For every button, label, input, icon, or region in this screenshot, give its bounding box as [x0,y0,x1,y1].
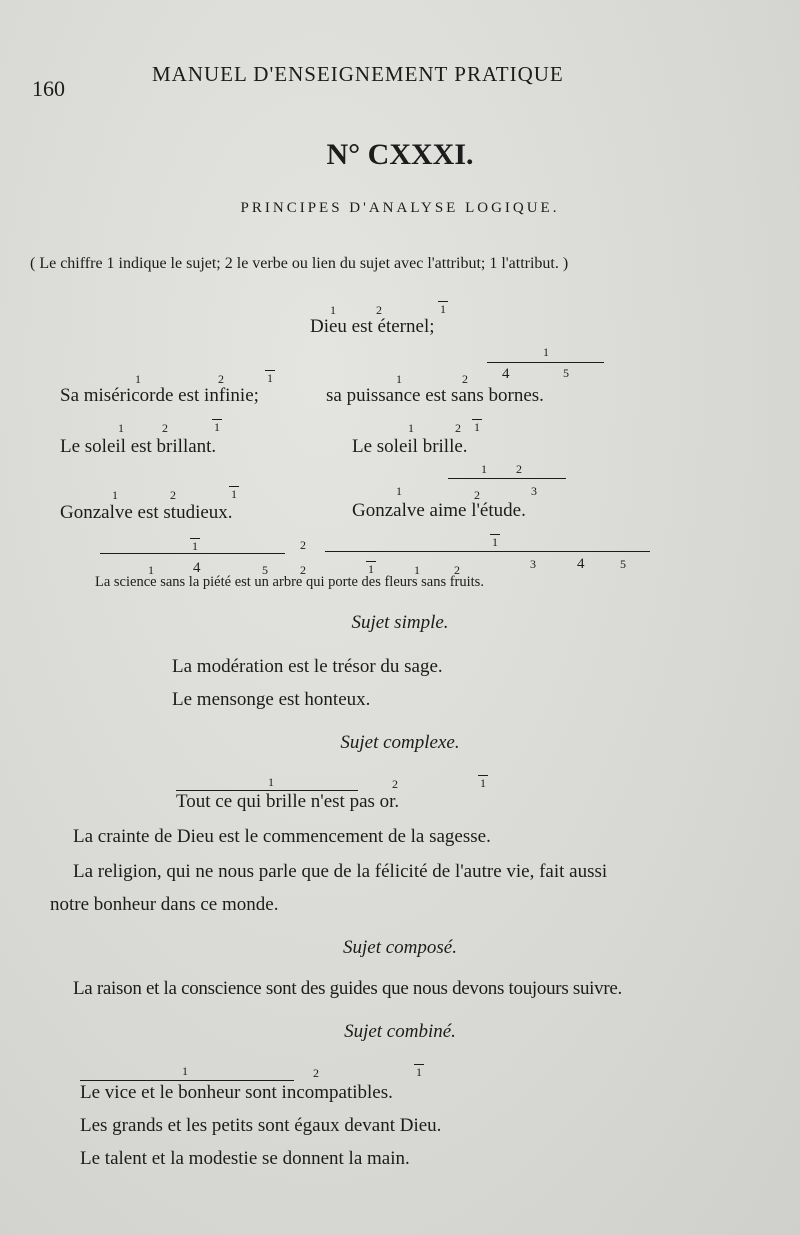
complement-mark: 4 [193,560,201,576]
complexe-line-3: La religion, qui ne nous parle que de la félicité de l'autre vie, fait aussi [73,861,608,882]
verb-mark: 2 [462,372,468,386]
combine-line-3: Le talent et la modestie se donnent la main. [80,1148,410,1169]
subject-mark: 1 [396,484,402,498]
attribute-mark: 1 [481,462,487,476]
attribute-mark: 1 [492,535,498,549]
heading-sujet-combine: Sujet combiné. [344,1021,456,1042]
heading-sujet-simple: Sujet simple. [351,612,449,633]
subject-mark: 1 [148,563,154,577]
subject-mark: 1 [414,563,420,577]
complement-mark: 4 [577,556,585,572]
complement-mark: 3 [530,557,536,571]
attribute-bracket [487,362,604,363]
compose-line-1: La raison et la conscience sont des guides que nous devons toujours suivre. [73,978,622,999]
complement-mark: 5 [262,563,268,577]
complexe-line-1: Tout ce qui brille n'est pas or. [176,791,400,812]
subject-mark: 1 [268,775,274,789]
complement-mark: 3 [531,484,537,498]
verb-mark: 2 [218,372,224,386]
heading-sujet-compose: Sujet composé. [343,937,457,958]
heading-sujet-complexe: Sujet complexe. [340,732,460,753]
subject-mark: 1 [112,488,118,502]
verb-mark: 2 [300,563,306,577]
simple-line-2: Le mensonge est honteux. [172,689,371,710]
notation-legend: ( Le chiffre 1 indique le sujet; 2 le verbe ou lien du sujet avec l'attribut; 1 l'attribut. ) [30,255,569,272]
example-misericorde: Sa miséricorde est infinie; [60,385,259,406]
simple-line-1: La modération est le trésor du sage. [172,656,443,677]
combine-line-2: Les grands et les petits sont égaux devant Dieu. [80,1115,442,1136]
verb-mark: 2 [313,1066,319,1080]
attribute-mark: 1 [543,345,549,359]
section-subtitle: PRINCIPES D'ANALYSE LOGIQUE. [240,200,560,216]
verb-mark: 2 [300,538,306,552]
attribute-mark: 1 [214,420,220,434]
verb-mark: 2 [392,777,398,791]
complexe-line-4: notre bonheur dans ce monde. [50,894,279,915]
subject-mark: 1 [396,372,402,386]
example-soleil-brille: Le soleil brille. [352,436,468,457]
running-head: MANUEL D'ENSEIGNEMENT PRATIQUE [152,62,564,86]
attribute-bracket [325,551,650,552]
attribute-mark: 1 [474,420,480,434]
section-number: N° CXXXI. [326,138,474,171]
subject-mark: 1 [135,372,141,386]
subject-mark: 1 [118,421,124,435]
example-gonzalve-studieux: Gonzalve est studieux. [60,502,233,523]
complexe-line-2: La crainte de Dieu est le commencement de la sagesse. [73,826,491,847]
example-science: La science sans la piété est un arbre qui porte des fleurs sans fruits. [95,574,484,590]
complement-mark: 5 [563,366,569,380]
complement-mark: 4 [502,366,510,382]
page-number: 160 [32,76,65,101]
attribute-mark: 1 [267,371,273,385]
verb-mark: 2 [162,421,168,435]
verb-mark: 2 [170,488,176,502]
attribute-bracket [448,478,566,479]
subject-mark: 1 [408,421,414,435]
attribute-mark: 1 [416,1065,422,1079]
subject-mark: 1 [330,303,336,317]
verb-mark: 2 [474,488,480,502]
verb-mark: 2 [454,563,460,577]
verb-mark: 2 [516,462,522,476]
verb-mark: 2 [455,421,461,435]
example-soleil-brillant: Le soleil est brillant. [60,436,217,457]
attribute-mark: 1 [231,487,237,501]
verb-mark: 2 [376,303,382,317]
attribute-mark: 1 [480,776,486,790]
example-dieu: Dieu est éternel; [310,316,435,337]
attribute-mark: 1 [192,539,198,553]
subject-bracket [80,1080,294,1081]
attribute-mark: 1 [368,562,374,576]
example-puissance: sa puissance est sans bornes. [326,385,544,406]
example-gonzalve-etude: Gonzalve aime l'étude. [352,500,526,521]
complement-mark: 5 [620,557,626,571]
subject-mark: 1 [182,1064,188,1078]
attribute-mark: 1 [440,302,446,316]
combine-line-1: Le vice et le bonheur sont incompatibles. [80,1082,393,1103]
